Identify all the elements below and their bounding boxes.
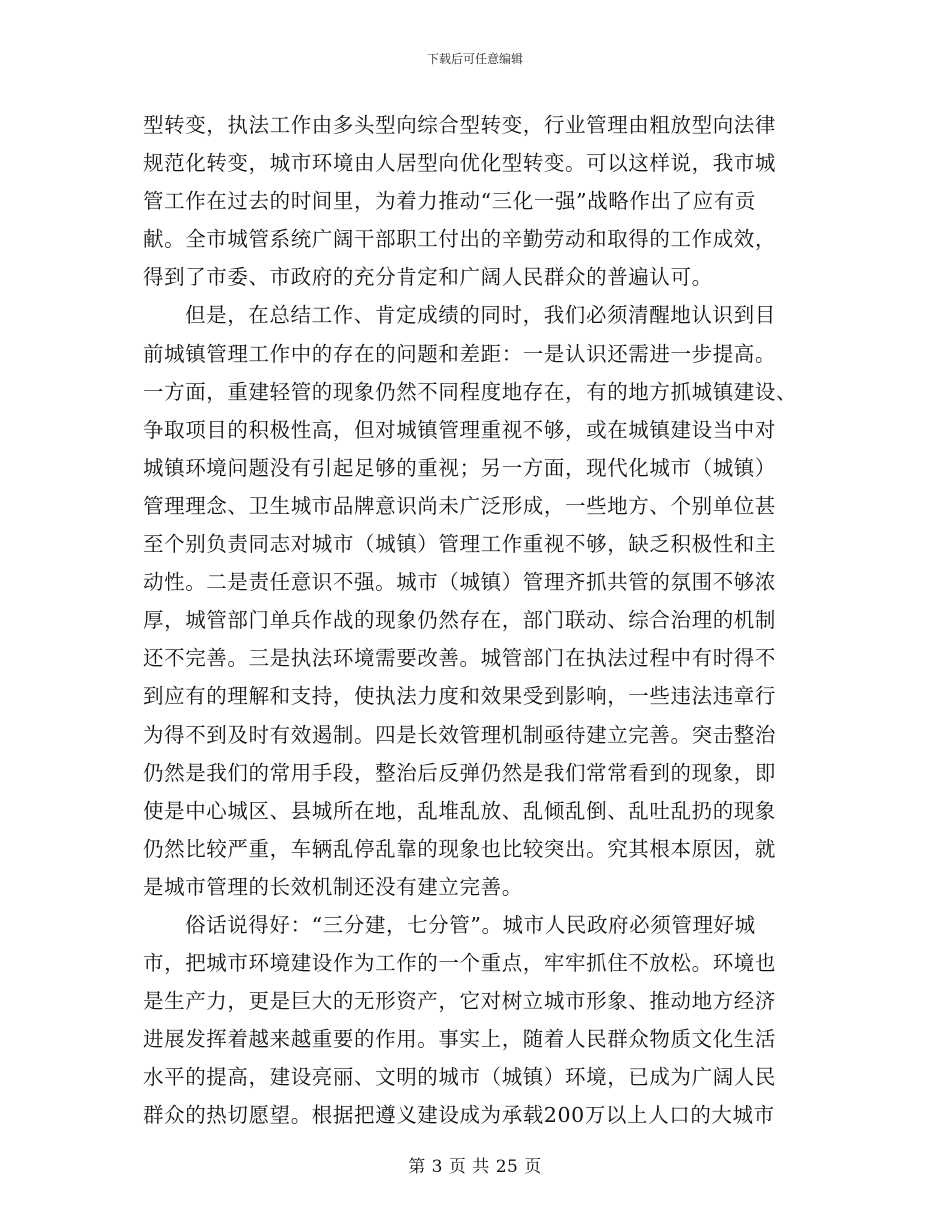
page-number-footer: 第 3 页 共 25 页	[408, 1157, 542, 1177]
body-line: 市，把城市环境建设作为工作的一个重点，牢牢抓住不放松。环境也	[143, 951, 776, 976]
body-line: 城镇环境问题没有引起足够的重视；另一方面，现代化城市（城镇）	[143, 455, 776, 480]
body-line: 仍然比较严重，车辆乱停乱靠的现象也比较突出。究其根本原因，就	[143, 836, 776, 861]
body-line: 还不完善。三是执法环境需要改善。城管部门在执法过程中有时得不	[143, 646, 776, 671]
body-line: 型转变，执法工作由多头型向综合型转变，行业管理由粗放型向法律	[143, 113, 776, 137]
body-line: 到应有的理解和支持，使执法力度和效果受到影响，一些违法违章行	[143, 684, 776, 709]
body-line: 动性。二是责任意识不强。城市（城镇）管理齐抓共管的氛围不够浓	[143, 570, 776, 595]
body-line: 厚，城管部门单兵作战的现象仍然存在，部门联动、综合治理的机制	[143, 608, 776, 633]
body-line: 使是中心城区、县城所在地，乱堆乱放、乱倾乱倒、乱吐乱扔的现象	[143, 798, 776, 823]
body-line: 前城镇管理工作中的存在的问题和差距：一是认识还需进一步提高。	[143, 341, 776, 366]
body-line: 管工作在过去的时间里，为着力推动“三化一强”战略作出了应有贡	[143, 189, 756, 214]
page-header: 下载后可任意编辑	[426, 52, 523, 66]
body-line: 进展发挥着越来越重要的作用。事实上，随着人民群众物质文化生活	[143, 1027, 776, 1052]
document-body	[143, 106, 803, 1135]
body-line: 规范化转变，城市环境由人居型向优化型转变。可以这样说，我市城	[143, 151, 776, 176]
body-line: 得到了市委、市政府的充分肯定和广阔人民群众的普遍认可。	[143, 265, 713, 290]
body-line: 仍然是我们的常用手段，整治后反弹仍然是我们常常看到的现象，即	[143, 760, 776, 785]
body-line: 献。全市城管系统广阔干部职工付出的辛勤劳动和取得的工作成效，	[143, 227, 776, 252]
body-line: 是生产力，更是巨大的无形资产，它对树立城市形象、推动地方经济	[143, 989, 776, 1014]
body-line: 至个别负责同志对城市（城镇）管理工作重视不够，缺乏积极性和主	[143, 532, 776, 557]
body-line: 一方面，重建轻管的现象仍然不同程度地存在，有的地方抓城镇建设、	[143, 379, 798, 404]
body-line: 是城市管理的长效机制还没有建立完善。	[143, 874, 523, 899]
paragraph-start-line: 俗话说得好：“三分建，七分管”。城市人民政府必须管理好城	[185, 912, 756, 937]
paragraph-start-line: 但是，在总结工作、肯定成绩的同时，我们必须清醒地认识到目	[185, 303, 776, 328]
body-line: 水平的提高，建设亮丽、文明的城市（城镇）环境，已成为广阔人民	[143, 1065, 776, 1090]
body-line: 管理理念、卫生城市品牌意识尚未广泛形成，一些地方、个别单位甚	[143, 493, 776, 518]
body-line: 群众的热切愿望。根据把遵义建设成为承载200万以上人口的大城市	[143, 1103, 775, 1128]
body-line: 为得不到及时有效遏制。四是长效管理机制亟待建立完善。突击整治	[143, 722, 776, 747]
body-line: 争取项目的积极性高，但对城镇管理重视不够，或在城镇建设当中对	[143, 417, 776, 442]
